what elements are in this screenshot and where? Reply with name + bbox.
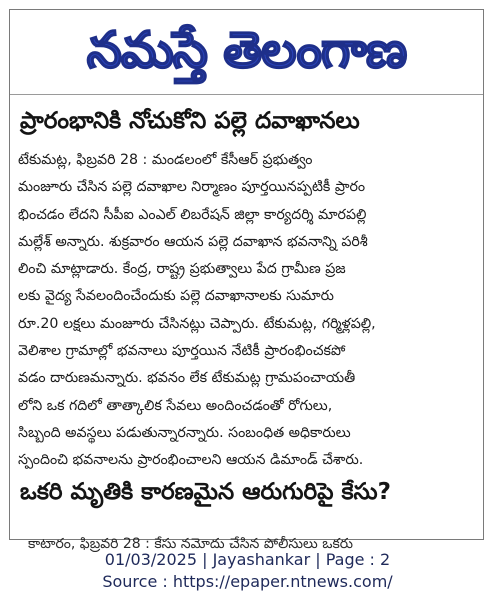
footer-source: Source : https://epaper.ntnews.com/ [102, 572, 393, 591]
masthead-title: నమస్తే తెలంగాణ [86, 21, 407, 79]
masthead [10, 10, 483, 92]
body-line: వడం దారుణమన్నారు. భవనం లేక టేకుమట్ల గ్రామపంచాయతీ [18, 370, 356, 387]
body-line: వెలిశాల గ్రామాల్లో భవనాలు పూర్తయిన నేటికీ ప్రారంభించకపో [18, 343, 346, 360]
masthead-divider [10, 94, 483, 95]
newspaper-clipping [9, 9, 484, 552]
body-line: టేకుమట్ల, ఫిబ్రవరి 28 : మండలంలో కేసీఆర్ ప్రభుత్వం [18, 152, 313, 168]
body-line: మంజూరు చేసిన పల్లె దవాఖాల నిర్మాణం పూర్తయినప్పటికీ ప్రారం [18, 179, 366, 196]
article-headline: ప్రారంభానికి నోచుకోని పల్లె దవాఖానలు [20, 108, 360, 134]
body-line: లోని ఒక గదిలో తాత్కాలిక సేవలు అందించడంతో రోగులు, [18, 397, 333, 414]
second-article-partial-text: కాటారం, ఫిబ్రవరి 28 : కేసు నమోదు చేసిన పోలీసులు ఒకరు [28, 536, 353, 552]
body-line: లించి మాట్లాడారు. కేంద్ర, రాష్ట్ర ప్రభుత్వాలు పేద గ్రామీణ ప్రజ [18, 261, 346, 278]
body-line: స్పందించి భవనాలను ప్రారంభించాలని ఆయన డిమాండ్ చేశారు. [18, 452, 364, 469]
body-line: లకు వైద్య సేవలందించేందుకు పల్లె దవాఖానాలకు సుమారు [18, 288, 334, 305]
body-line: మల్లేశ్ అన్నారు. శుక్రవారం ఆయన పల్లె దవాఖాన భవనాన్ని పరిశీ [18, 233, 368, 250]
body-line: భించడం లేదని సీపీఐ ఎంఎల్ లిబరేషన్ జిల్లా కార్యదర్శి మారపల్లి [18, 206, 367, 223]
body-line: రూ.20 లక్షలు మంజూరు చేసినట్లు చెప్పారు. టేకుమట్ల, గర్మిళ్లపల్లి, [18, 315, 376, 332]
clipping-footer [0, 549, 495, 593]
footer-date-edition: 01/03/2025 | Jayashankar | Page : 2 [104, 550, 391, 569]
article-body [18, 147, 476, 475]
body-line: సిబ్బంది అవస్థలు పడుతున్నారన్నారు. సంబంధిత అధికారులు [18, 424, 351, 441]
second-article-headline: ఒకరి మృతికి కారణమైన ఆరుగురిపై కేసు? [20, 479, 391, 505]
second-article-cut-line [28, 517, 468, 552]
